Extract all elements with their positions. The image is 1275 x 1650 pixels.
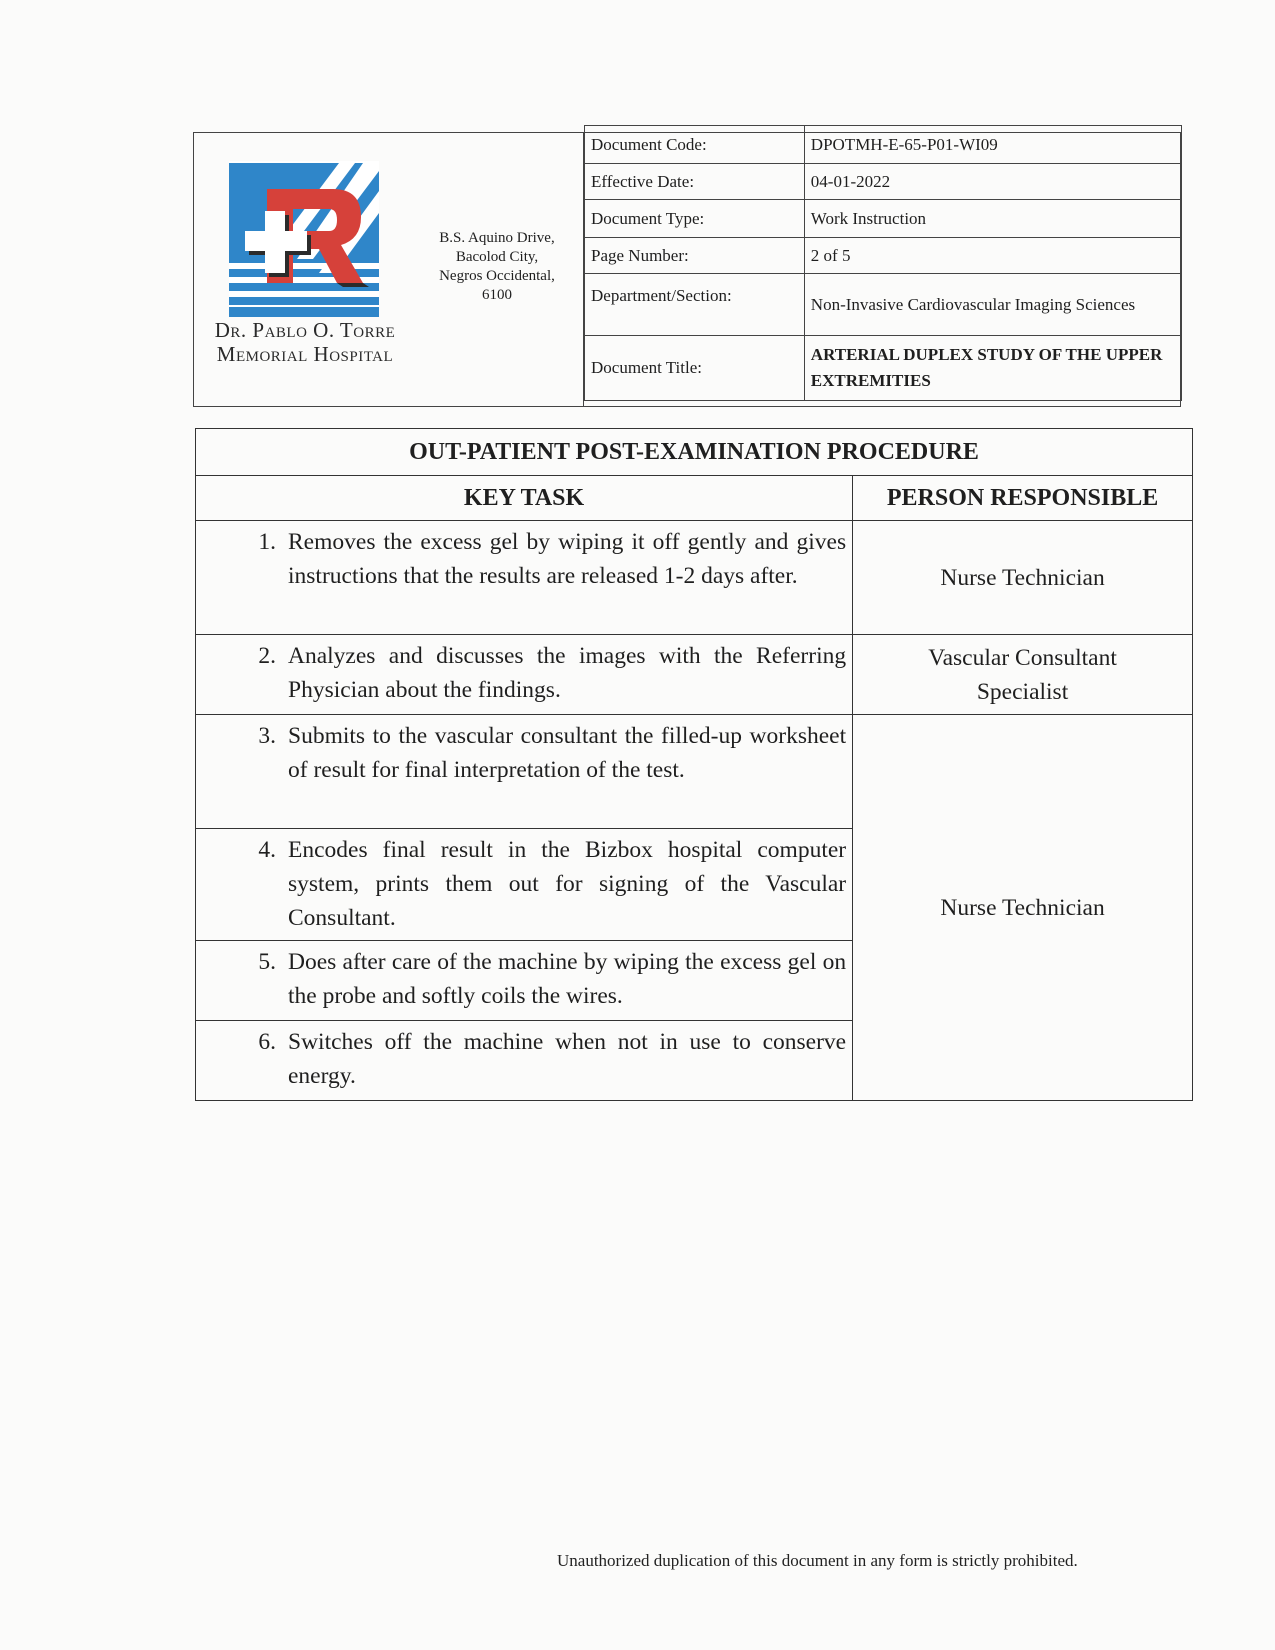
person-responsible: Nurse Technician: [853, 715, 1193, 1101]
task-text: Analyzes and discusses the images with the Referring Physician about the findings.: [288, 643, 847, 703]
meta-label: Department/Section:: [585, 274, 805, 336]
person-responsible: [853, 635, 1193, 715]
task-number: 6.: [258, 1029, 276, 1055]
address-line: Negros Occidental,: [439, 268, 555, 284]
meta-row-title: [585, 336, 1182, 401]
document-meta-table: [584, 125, 1182, 401]
table-row: [196, 635, 1193, 715]
meta-row-code: [585, 126, 1182, 164]
procedure-title-row: [196, 429, 1193, 476]
procedure-title: OUT-PATIENT POST-EXAMINATION PROCEDURE: [196, 429, 1193, 476]
document-header: [193, 132, 1181, 407]
task-text: Submits to the vascular consultant the filled-up worksheet of result for final interpretation of the test.: [288, 723, 847, 783]
table-row: [196, 521, 1193, 635]
task-number: 5.: [258, 949, 276, 975]
task-cell: [196, 829, 853, 941]
hospital-name-line1: Dr. Pablo O. Torre: [214, 318, 396, 342]
task-cell: [196, 715, 853, 829]
procedure-table: [195, 428, 1193, 1101]
task-text: Encodes final result in the Bizbox hospital computer system, prints them out for signing of the Vascular Consultant.: [288, 837, 847, 931]
task-text: Removes the excess gel by wiping it off gently and gives instructions that the results are released 1-2 days after.: [288, 529, 847, 589]
meta-row-page-number: [585, 238, 1182, 274]
hospital-name-line2: Memorial Hospital: [216, 342, 394, 366]
person-line: Specialist: [976, 678, 1069, 705]
address-line: Bacolod City,: [455, 249, 539, 265]
task-cell: [196, 1021, 853, 1101]
meta-value: 2 of 5: [804, 238, 1181, 274]
task-cell: [196, 941, 853, 1021]
hospital-name: [194, 318, 416, 366]
meta-row-department: [585, 274, 1182, 336]
meta-value: 04-01-2022: [804, 164, 1181, 200]
meta-value: Non-Invasive Cardiovascular Imaging Sciences: [804, 274, 1181, 336]
column-header-key-task: KEY TASK: [196, 476, 853, 521]
hospital-address: [422, 229, 572, 305]
meta-value: Work Instruction: [804, 200, 1181, 238]
meta-row-type: [585, 200, 1182, 238]
meta-value: DPOTMH-E-65-P01-WI09: [804, 126, 1181, 164]
meta-label: Page Number:: [585, 238, 805, 274]
document-title: ARTERIAL DUPLEX STUDY OF THE UPPER EXTREMITIES: [804, 336, 1181, 401]
meta-label: Document Type:: [585, 200, 805, 238]
address-line: B.S. Aquino Drive,: [439, 230, 555, 246]
task-number: 3.: [258, 723, 276, 749]
meta-row-effective-date: [585, 164, 1182, 200]
logo-cell: [194, 133, 584, 406]
footer-disclaimer: Unauthorized duplication of this document in any form is strictly prohibited.: [557, 1551, 1078, 1570]
meta-label: Document Title:: [585, 336, 805, 401]
table-row: [196, 715, 1193, 829]
task-cell: [196, 521, 853, 635]
person-line: Vascular Consultant: [928, 644, 1117, 671]
column-header-person-responsible: PERSON RESPONSIBLE: [853, 476, 1193, 521]
task-text: Does after care of the machine by wiping the excess gel on the probe and softly coils the wires.: [288, 949, 847, 1009]
hospital-logo-icon: [229, 161, 389, 321]
procedure-header-row: [196, 476, 1193, 521]
task-number: 2.: [258, 643, 276, 669]
task-number: 1.: [258, 529, 276, 555]
meta-label: Effective Date:: [585, 164, 805, 200]
task-cell: [196, 635, 853, 715]
task-text: Switches off the machine when not in use to conserve energy.: [288, 1029, 847, 1089]
meta-label: Document Code:: [585, 126, 805, 164]
task-number: 4.: [258, 837, 276, 863]
person-responsible: Nurse Technician: [853, 521, 1193, 635]
address-line: 6100: [482, 287, 512, 303]
